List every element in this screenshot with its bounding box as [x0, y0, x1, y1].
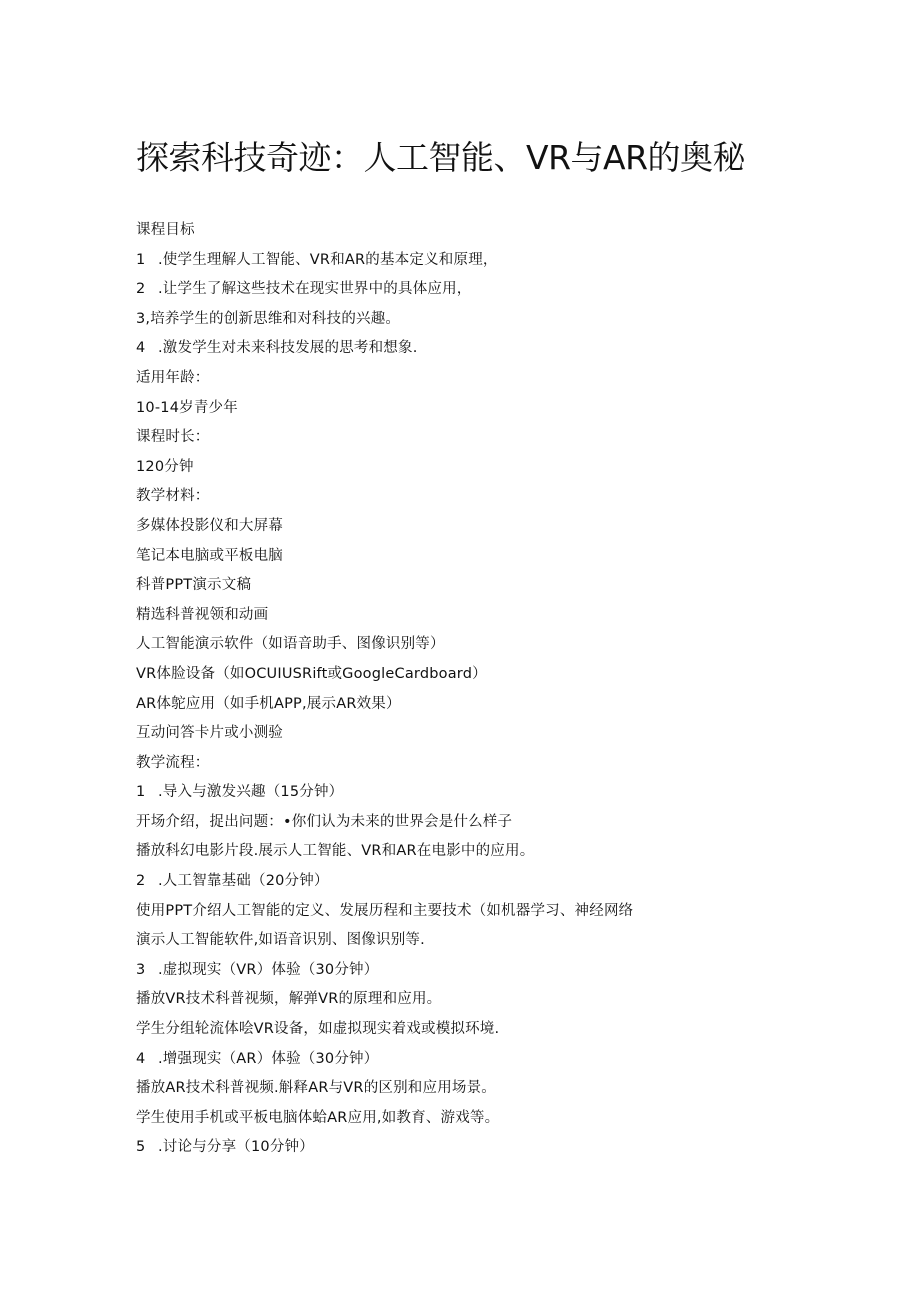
line-text: VR体脸设备（如OCUIUSRift或GoogleCardboard） — [136, 665, 487, 682]
text-line — [136, 216, 876, 246]
line-text: 适用年龄： — [136, 369, 210, 386]
text-line — [136, 1045, 876, 1075]
text-line — [136, 808, 876, 838]
line-text: 课程时长： — [136, 429, 210, 446]
line-text: 科普PPT演示文稿 — [136, 577, 252, 594]
text-line — [136, 334, 876, 364]
line-text: 演示人工智能软件,如语音识别、图像识别等. — [136, 932, 425, 949]
text-line — [136, 926, 876, 956]
line-text: .人工智靠基础（20分钟） — [158, 873, 329, 890]
text-line — [136, 660, 876, 690]
line-text: 学生分组轮流体哙VR设备，如虚拟现实着戏或模拟环境. — [136, 1021, 500, 1038]
text-line — [136, 1015, 876, 1045]
line-text: 人工智能演示软件（如语音助手、图像识别等） — [136, 636, 445, 653]
text-line — [136, 719, 876, 749]
list-number: 1 — [136, 251, 146, 268]
text-line — [136, 453, 876, 483]
line-text: 课程目标 — [136, 222, 195, 238]
line-text: 120分钟 — [136, 458, 194, 475]
line-text: 多媒体投影仪和大屏幕 — [136, 517, 283, 534]
list-number: 4 — [136, 1050, 146, 1067]
line-text: 开场介绍，捉出问题：•你们认为未来的世界会是什么样子 — [136, 813, 513, 830]
text-line — [136, 275, 876, 305]
text-line — [136, 305, 876, 335]
list-number: 4 — [136, 340, 146, 357]
text-line — [136, 482, 876, 512]
line-text: .激发学生对未来科技发展的思考和想象. — [158, 340, 418, 357]
text-line — [136, 601, 876, 631]
line-text: 3,培养学生的创新思维和对科技的兴趣。 — [136, 310, 401, 327]
line-text: 教学材料： — [136, 488, 210, 505]
list-number: 5 — [136, 1139, 146, 1156]
text-line — [136, 1133, 876, 1163]
line-text: 教学流程： — [136, 754, 210, 771]
text-line — [136, 512, 876, 542]
text-line — [136, 394, 876, 424]
text-line — [136, 749, 876, 779]
line-text: 播放科幻电影片段.展示人工智能、VR和AR在电影中的应用。 — [136, 843, 535, 860]
line-text: 10-14岁青少年 — [136, 399, 238, 416]
text-line — [136, 690, 876, 720]
line-text: 精选科普视领和动画 — [136, 606, 269, 623]
document-title: 探索科技奇迹：人工智能、VR与AR的奥秘 — [136, 138, 746, 177]
list-number: 2 — [136, 873, 146, 890]
text-line — [136, 1074, 876, 1104]
line-text: .讨论与分享（10分钟） — [158, 1139, 314, 1156]
line-text: .让学生了解这些技术在现实世界中的具体应用， — [158, 281, 472, 298]
text-line — [136, 246, 876, 276]
line-text: AR体鸵应用（如手机APP,展示AR效果） — [136, 695, 401, 712]
text-line — [136, 778, 876, 808]
text-line — [136, 542, 876, 572]
line-text: 使用PPT介绍人工智能的定义、发展历程和主要技术（如机器学习、神经网络 — [136, 902, 634, 919]
document-body — [136, 216, 876, 1163]
line-text: 笔记本电脑或平板电脑 — [136, 547, 283, 564]
text-line — [136, 897, 876, 927]
line-text: 学生使用手机或平板电脑体蛤AR应用,如教育、游戏等。 — [136, 1109, 500, 1126]
text-line — [136, 867, 876, 897]
text-line — [136, 630, 876, 660]
list-number: 2 — [136, 281, 146, 298]
text-line — [136, 364, 876, 394]
line-text: .使学生理解人工智能、VR和AR的基本定义和原理， — [158, 251, 498, 268]
list-number: 3 — [136, 961, 146, 978]
line-text: 互动问答卡片或小测验 — [136, 725, 283, 742]
text-line — [136, 985, 876, 1015]
line-text: .虚拟现实（VR）体验（30分钟） — [158, 961, 379, 978]
line-text: .增强现实（AR）体验（30分钟） — [158, 1050, 379, 1067]
list-number: 1 — [136, 784, 146, 801]
line-text: 播放AR技术科普视频.斛释AR与VR的区别和应用场景。 — [136, 1080, 496, 1097]
text-line — [136, 837, 876, 867]
text-line — [136, 571, 876, 601]
text-line — [136, 423, 876, 453]
text-line — [136, 956, 876, 986]
text-line — [136, 1104, 876, 1134]
line-text: 播放VR技术科普视频，解弹VR的原理和应用。 — [136, 991, 442, 1008]
line-text: .导入与激发兴趣（15分钟） — [158, 784, 344, 801]
